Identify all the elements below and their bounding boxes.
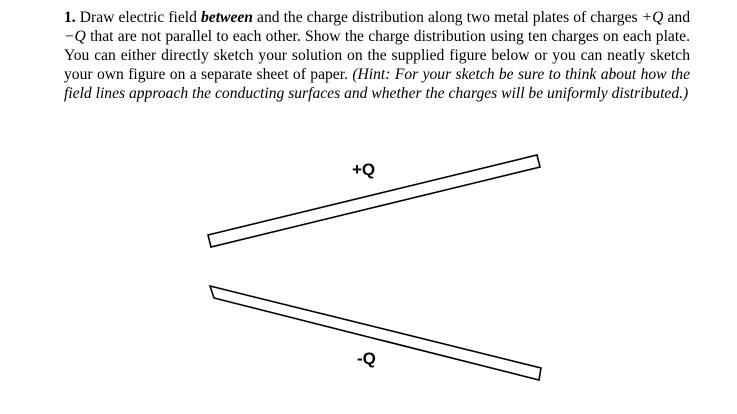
hint-text: (Hint: For your sketch be sure to think about how the field lines approach the conducting surfaces and whether the charges will be uniformly distributed.) [64,66,691,102]
problem-number: 1. [64,9,76,26]
top-plate-label: +Q [352,160,376,179]
problem-text-a: Draw electric field [75,9,201,26]
charge-negative-symbol: −Q [64,28,86,45]
bottom-plate-label: -Q [357,349,376,368]
problem-text-b: and the charge distribution along two metal plates of charges [252,9,642,26]
charge-positive-symbol: +Q [641,9,664,26]
problem-text-c: and [663,9,691,26]
emphasis-between: between [201,9,253,26]
problem-text-d: that are not parallel to each other. Show the charge distribution using ten charges on each plate. You can either directly sketch your solution on the supplied figure below or you can neatly sketch your own figure on a separate sheet of paper. [64,28,690,83]
